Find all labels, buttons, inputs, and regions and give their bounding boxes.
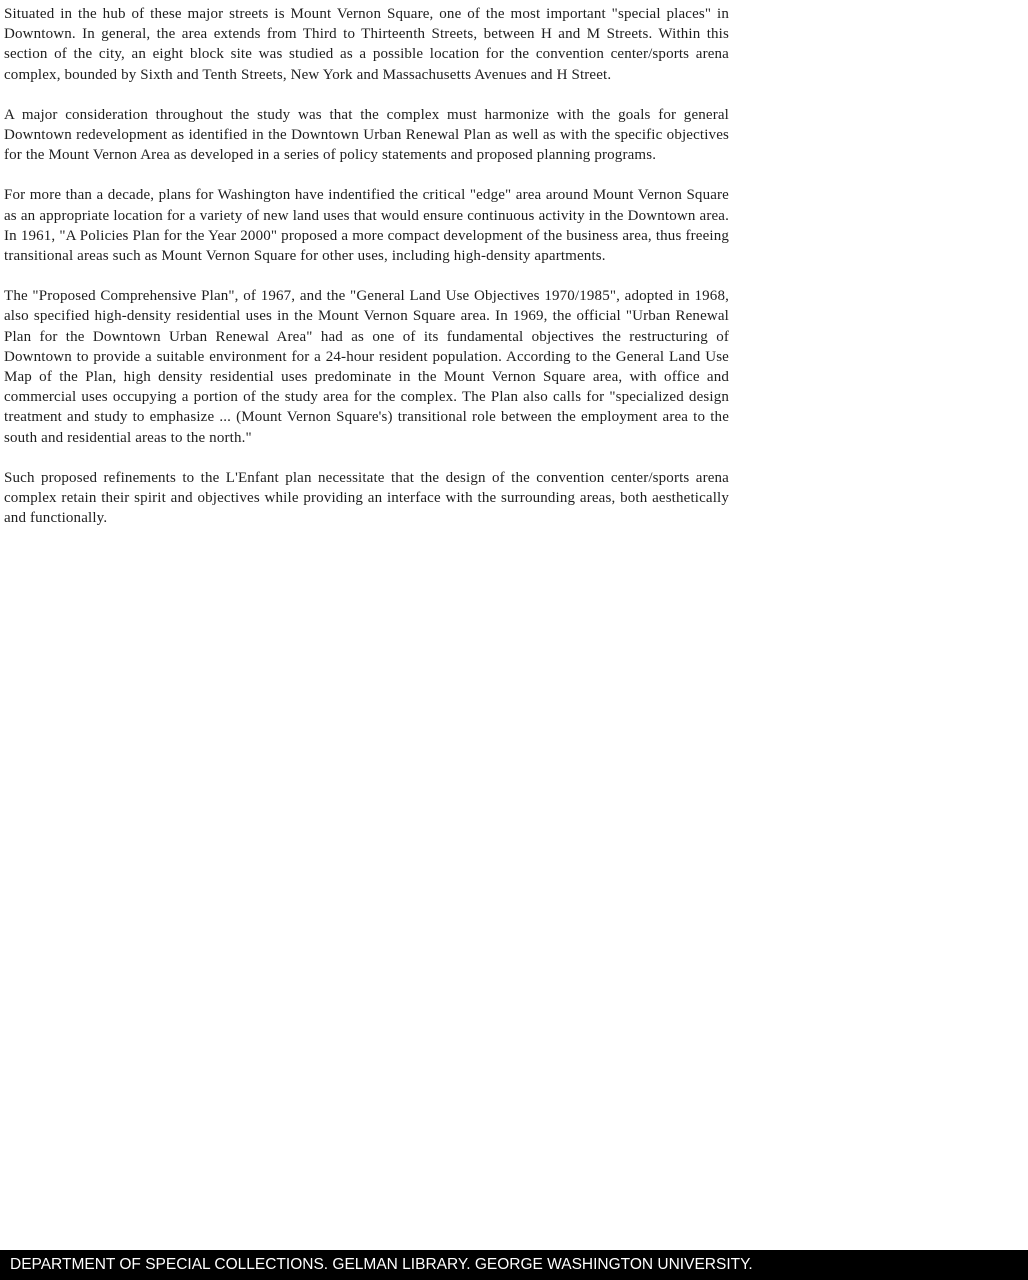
- document-body: [4, 4, 729, 548]
- paragraph-comprehensive-plan: The "Proposed Comprehensive Plan", of 1967, and the "General Land Use Objectives 1970/1985", adopted in 1968, also specified high-density residential uses in the Mount Vernon Square area. In 1969, the official "Urban Renewal Plan for the Downtown Urban Renewal Area" had as one of its fundamental objectives the restructuring of Downtown to provide a suitable environment for a 24-hour resident population. According to the General Land Use Map of the Plan, high density residential uses predominate in the Mount Vernon Square area, with office and commercial uses occupying a portion of the study area for the complex. The Plan also calls for "specialized design treatment and study to emphasize ... (Mount Vernon Square's) transitional role between the employment area to the south and residential areas to the north.": [4, 288, 729, 446]
- archive-credit-bar: [0, 1250, 1028, 1280]
- paragraph-lenfant-refinements: Such proposed refinements to the L'Enfant plan necessitate that the design of the convention center/sports arena complex retain their spirit and objectives while providing an interface with the surrounding areas, both aesthetically and functionally.: [4, 469, 729, 527]
- paragraph-edge-area-plans: For more than a decade, plans for Washington have indentified the critical "edge" area around Mount Vernon Square as an appropriate location for a variety of new land uses that would ensure continuous activity in the Downtown area. In 1961, "A Policies Plan for the Year 2000" proposed a more compact development of the business area, thus freeing transitional areas such as Mount Vernon Square for other uses, including high-density apartments.: [4, 187, 729, 265]
- paragraph-mount-vernon-square: Situated in the hub of these major streets is Mount Vernon Square, one of the most important "special places" in Downtown. In general, the area extends from Third to Thirteenth Streets, between H and M Streets. Within this section of the city, an eight block site was studied as a possible location for the convention center/sports arena complex, bounded by Sixth and Tenth Streets, New York and Massachusetts Avenues and H Street.: [4, 6, 729, 83]
- archive-credit-text: DEPARTMENT OF SPECIAL COLLECTIONS. GELMAN LIBRARY. GEORGE WASHINGTON UNIVERSITY.: [10, 1256, 753, 1273]
- paragraph-major-consideration: A major consideration throughout the study was that the complex must harmonize with the goals for general Downtown redevelopment as identified in the Downtown Urban Renewal Plan as well as with the specific objectives for the Mount Vernon Area as developed in a series of policy statements and proposed planning programs.: [4, 106, 729, 164]
